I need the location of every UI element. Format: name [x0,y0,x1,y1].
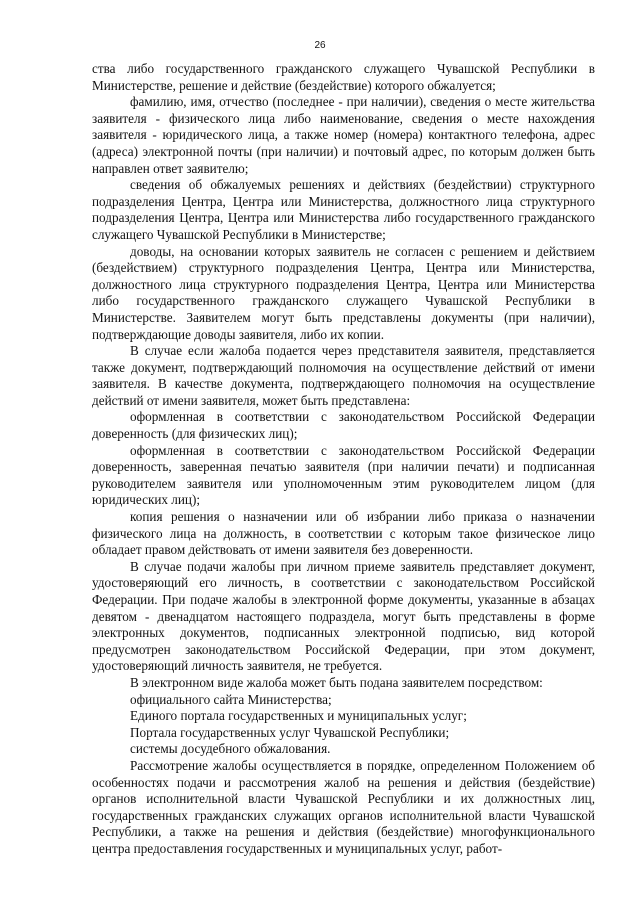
paragraph-complaint-review: Рассмотрение жалобы осуществляется в порядке, определенном Положением об особенностях подачи и рассмотрения жалоб на решения и действия (бездействие) органов исполнительной власти Чувашской Республики и их должностных лиц, государственных гражданских служащих органов исполнительной власти Чувашской Республики, а также на решения и действия (бездействие) многофункционального центра предоставления государственных и муниципальных услуг, работ- [92,757,595,856]
paragraph-power-of-attorney-legal: оформленная в соответствии с законодательством Российской Федерации доверенность, заверенная печатью заявителя (при наличии печати) и подписанная руководителем заявителя или уполномоченным этим руководителем лицом (для юридических лиц); [92,442,595,508]
paragraph-continuation: ства либо государственного гражданского служащего Чувашской Республики в Министерстве, решение и действие (бездействие) которого обжалуется; [92,61,595,93]
page-number: 26 [314,40,326,51]
paragraph-appealed-decisions: сведения об обжалуемых решениях и действиях (бездействии) структурного подразделения Центра, Центра или Министерства, должностного лица структурного подразделения Центра, Центра или Министерства либо государственного гражданского служащего Чувашской Республики в Министерстве; [92,177,595,242]
list-item-ministry-site: официального сайта Министерства; [130,691,332,707]
list-item-pretrial-system: системы досудебного обжалования. [130,741,331,757]
paragraph-power-of-attorney-individuals: оформленная в соответствии с законодательством Российской Федерации доверенность (для физических лиц); [92,409,595,442]
paragraph-representative: В случае если жалоба подается через представителя заявителя, представляется также документ, подтверждающий полномочия на осуществление действий от имени заявителя. В качестве документа, подтверждающего полномочия на осуществление действий от имени заявителя, может быть представлена: [92,343,595,408]
paragraph-personal-reception: В случае подачи жалобы при личном приеме заявитель представляет документ, удостоверяющий его личность, в соответствии с законодательством Российской Федерации. При подаче жалобы в электронной форме документы, указанные в абзацах девятом - двенадцатом настоящего подраздела, могут быть представлены в форме электронных документов, подписанных электронной подписью, вид которой предусмотрен законодательством Российской Федерации, при этом документ, удостоверяющий личность заявителя, не требуется. [92,558,595,674]
list-item-chuvash-portal: Портала государственных услуг Чувашской Республики; [130,724,450,740]
paragraph-applicant-name: фамилию, имя, отчество (последнее - при наличии), сведения о месте жительства заявителя - физического лица либо наименование, сведения о месте нахождения заявителя - юридического лица, а также номер (номера) контактного телефона, адрес (адреса) электронной почты (при наличии) и почтовый адрес, по которым должен быть направлен ответ заявителю; [92,94,595,176]
paragraph-appointment-decision: копия решения о назначении или об избрании либо приказа о назначении физического лица на должность, в соответствии с которым такое физическое лицо обладает правом действовать от имени заявителя без доверенности. [92,509,595,558]
document-body [92,61,595,858]
paragraph-electronic-submission: В электронном виде жалоба может быть подана заявителем посредством: [130,674,543,690]
paragraph-arguments: доводы, на основании которых заявитель не согласен с решением и действием (бездействием) структурного подразделения Центра, Центра или Министерства, должностного лица структурного подразделения Центра, Центра или Министерства либо государственного гражданского служащего Чувашской Республики в Министерстве. Заявителем могут быть представлены документы (при наличии), подтверждающие доводы заявителя, либо их копии. [92,243,595,342]
list-item-unified-portal: Единого портала государственных и муниципальных услуг; [130,708,467,724]
